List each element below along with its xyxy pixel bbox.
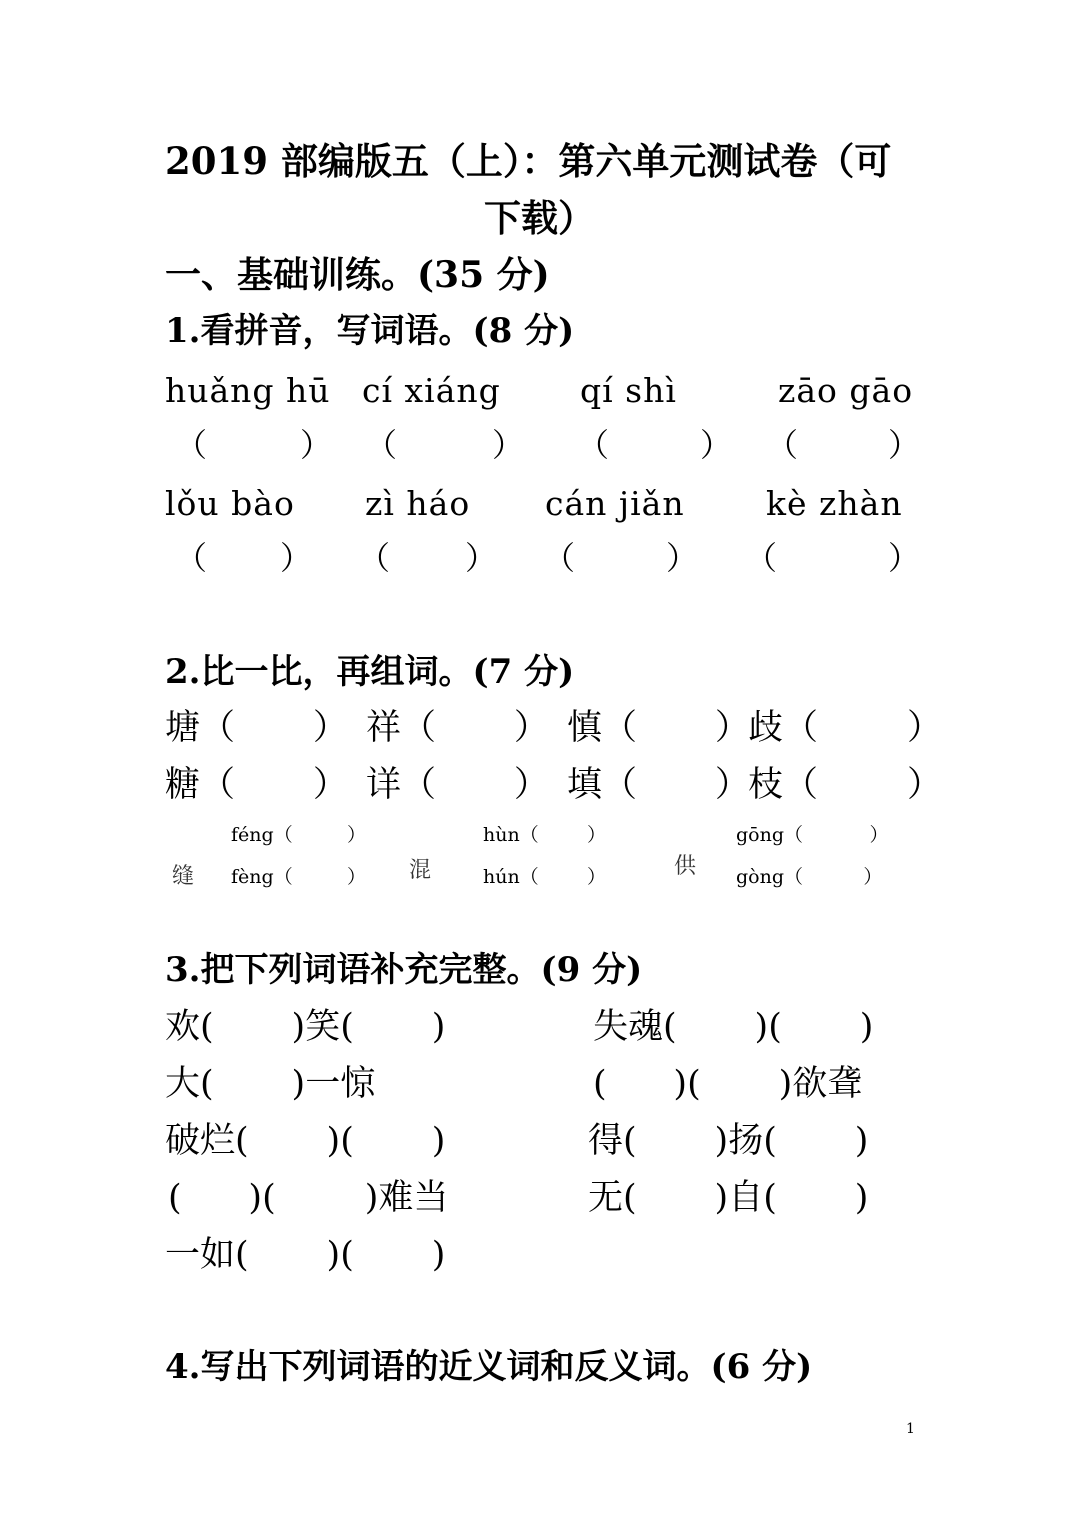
answer-blank-close: ） [300, 426, 333, 464]
answer-blank-close: ） [492, 426, 525, 464]
page-number: 1 [906, 1421, 915, 1437]
polyphone-char: 混 [409, 858, 432, 883]
doc-title-line2: 下载） [484, 196, 595, 240]
pinyin-item: kè zhàn [766, 484, 903, 523]
compare-char: 枝（ ） [748, 765, 943, 805]
answer-blank-close: ） [888, 426, 921, 464]
pinyin-item: zāo gāo [778, 371, 914, 410]
answer-blank-close: ） [465, 539, 498, 577]
question-1-heading: 1.看拼音，写词语。(8 分) [165, 311, 575, 351]
idiom-item: ( )( )欲聋 [593, 1064, 863, 1104]
polyphone-reading: fèng（ ） [231, 866, 367, 888]
compare-char: 歧（ ） [748, 708, 943, 748]
polyphone-char: 供 [674, 854, 697, 879]
compare-char: 详（ ） [366, 765, 549, 805]
answer-blank-close: ） [280, 539, 313, 577]
polyphone-reading: hún（ ） [483, 866, 607, 888]
idiom-item: 破烂( )( ) [165, 1121, 446, 1161]
section-heading: 一、基础训练。(35 分) [165, 254, 550, 296]
pinyin-item: huǎng hū [165, 371, 331, 410]
polyphone-reading: gòng（ ） [736, 866, 883, 888]
answer-blank-open: （ [543, 539, 576, 577]
idiom-item: 得( )扬( ) [588, 1121, 869, 1161]
doc-title-line1: 2019 部编版五（上）：第六单元测试卷（可 [165, 139, 892, 183]
answer-blank-open: （ [175, 539, 208, 577]
pinyin-item: zì háo [365, 484, 471, 523]
answer-blank-open: （ [175, 426, 208, 464]
idiom-item: 失魂( )( ) [593, 1007, 874, 1047]
idiom-item: 一如( )( ) [165, 1235, 446, 1275]
answer-blank-open: （ [745, 539, 778, 577]
pinyin-item: cán jiǎn [545, 484, 685, 523]
compare-char: 填（ ） [567, 765, 750, 805]
polyphone-reading: hùn（ ） [483, 824, 607, 846]
pinyin-item: lǒu bào [165, 484, 295, 523]
answer-blank-open: （ [577, 426, 610, 464]
idiom-item: 大( )一惊 [165, 1064, 376, 1104]
idiom-item: 无( )自( ) [588, 1178, 869, 1218]
question-3-heading: 3.把下列词语补充完整。(9 分) [165, 950, 643, 990]
question-4-heading: 4.写出下列词语的近义词和反义词。(6 分) [165, 1347, 813, 1387]
answer-blank-open: （ [358, 539, 391, 577]
pinyin-item: cí xiáng [362, 371, 501, 410]
idiom-item: ( )( )难当 [168, 1178, 449, 1218]
answer-blank-open: （ [365, 426, 398, 464]
answer-blank-close: ） [666, 539, 699, 577]
answer-blank-close: ） [700, 426, 733, 464]
polyphone-reading: gōng（ ） [736, 824, 889, 846]
polyphone-char: 缝 [172, 864, 195, 889]
compare-char: 慎（ ） [567, 708, 750, 748]
answer-blank-close: ） [888, 539, 921, 577]
pinyin-item: qí shì [580, 371, 677, 410]
compare-char: 糖（ ） [165, 765, 348, 805]
question-2-heading: 2.比一比，再组词。(7 分) [165, 652, 575, 692]
compare-char: 祥（ ） [366, 708, 549, 748]
idiom-item: 欢( )笑( ) [165, 1007, 446, 1047]
answer-blank-open: （ [766, 426, 799, 464]
compare-char: 塘（ ） [165, 708, 348, 748]
polyphone-reading: féng（ ） [231, 824, 367, 846]
